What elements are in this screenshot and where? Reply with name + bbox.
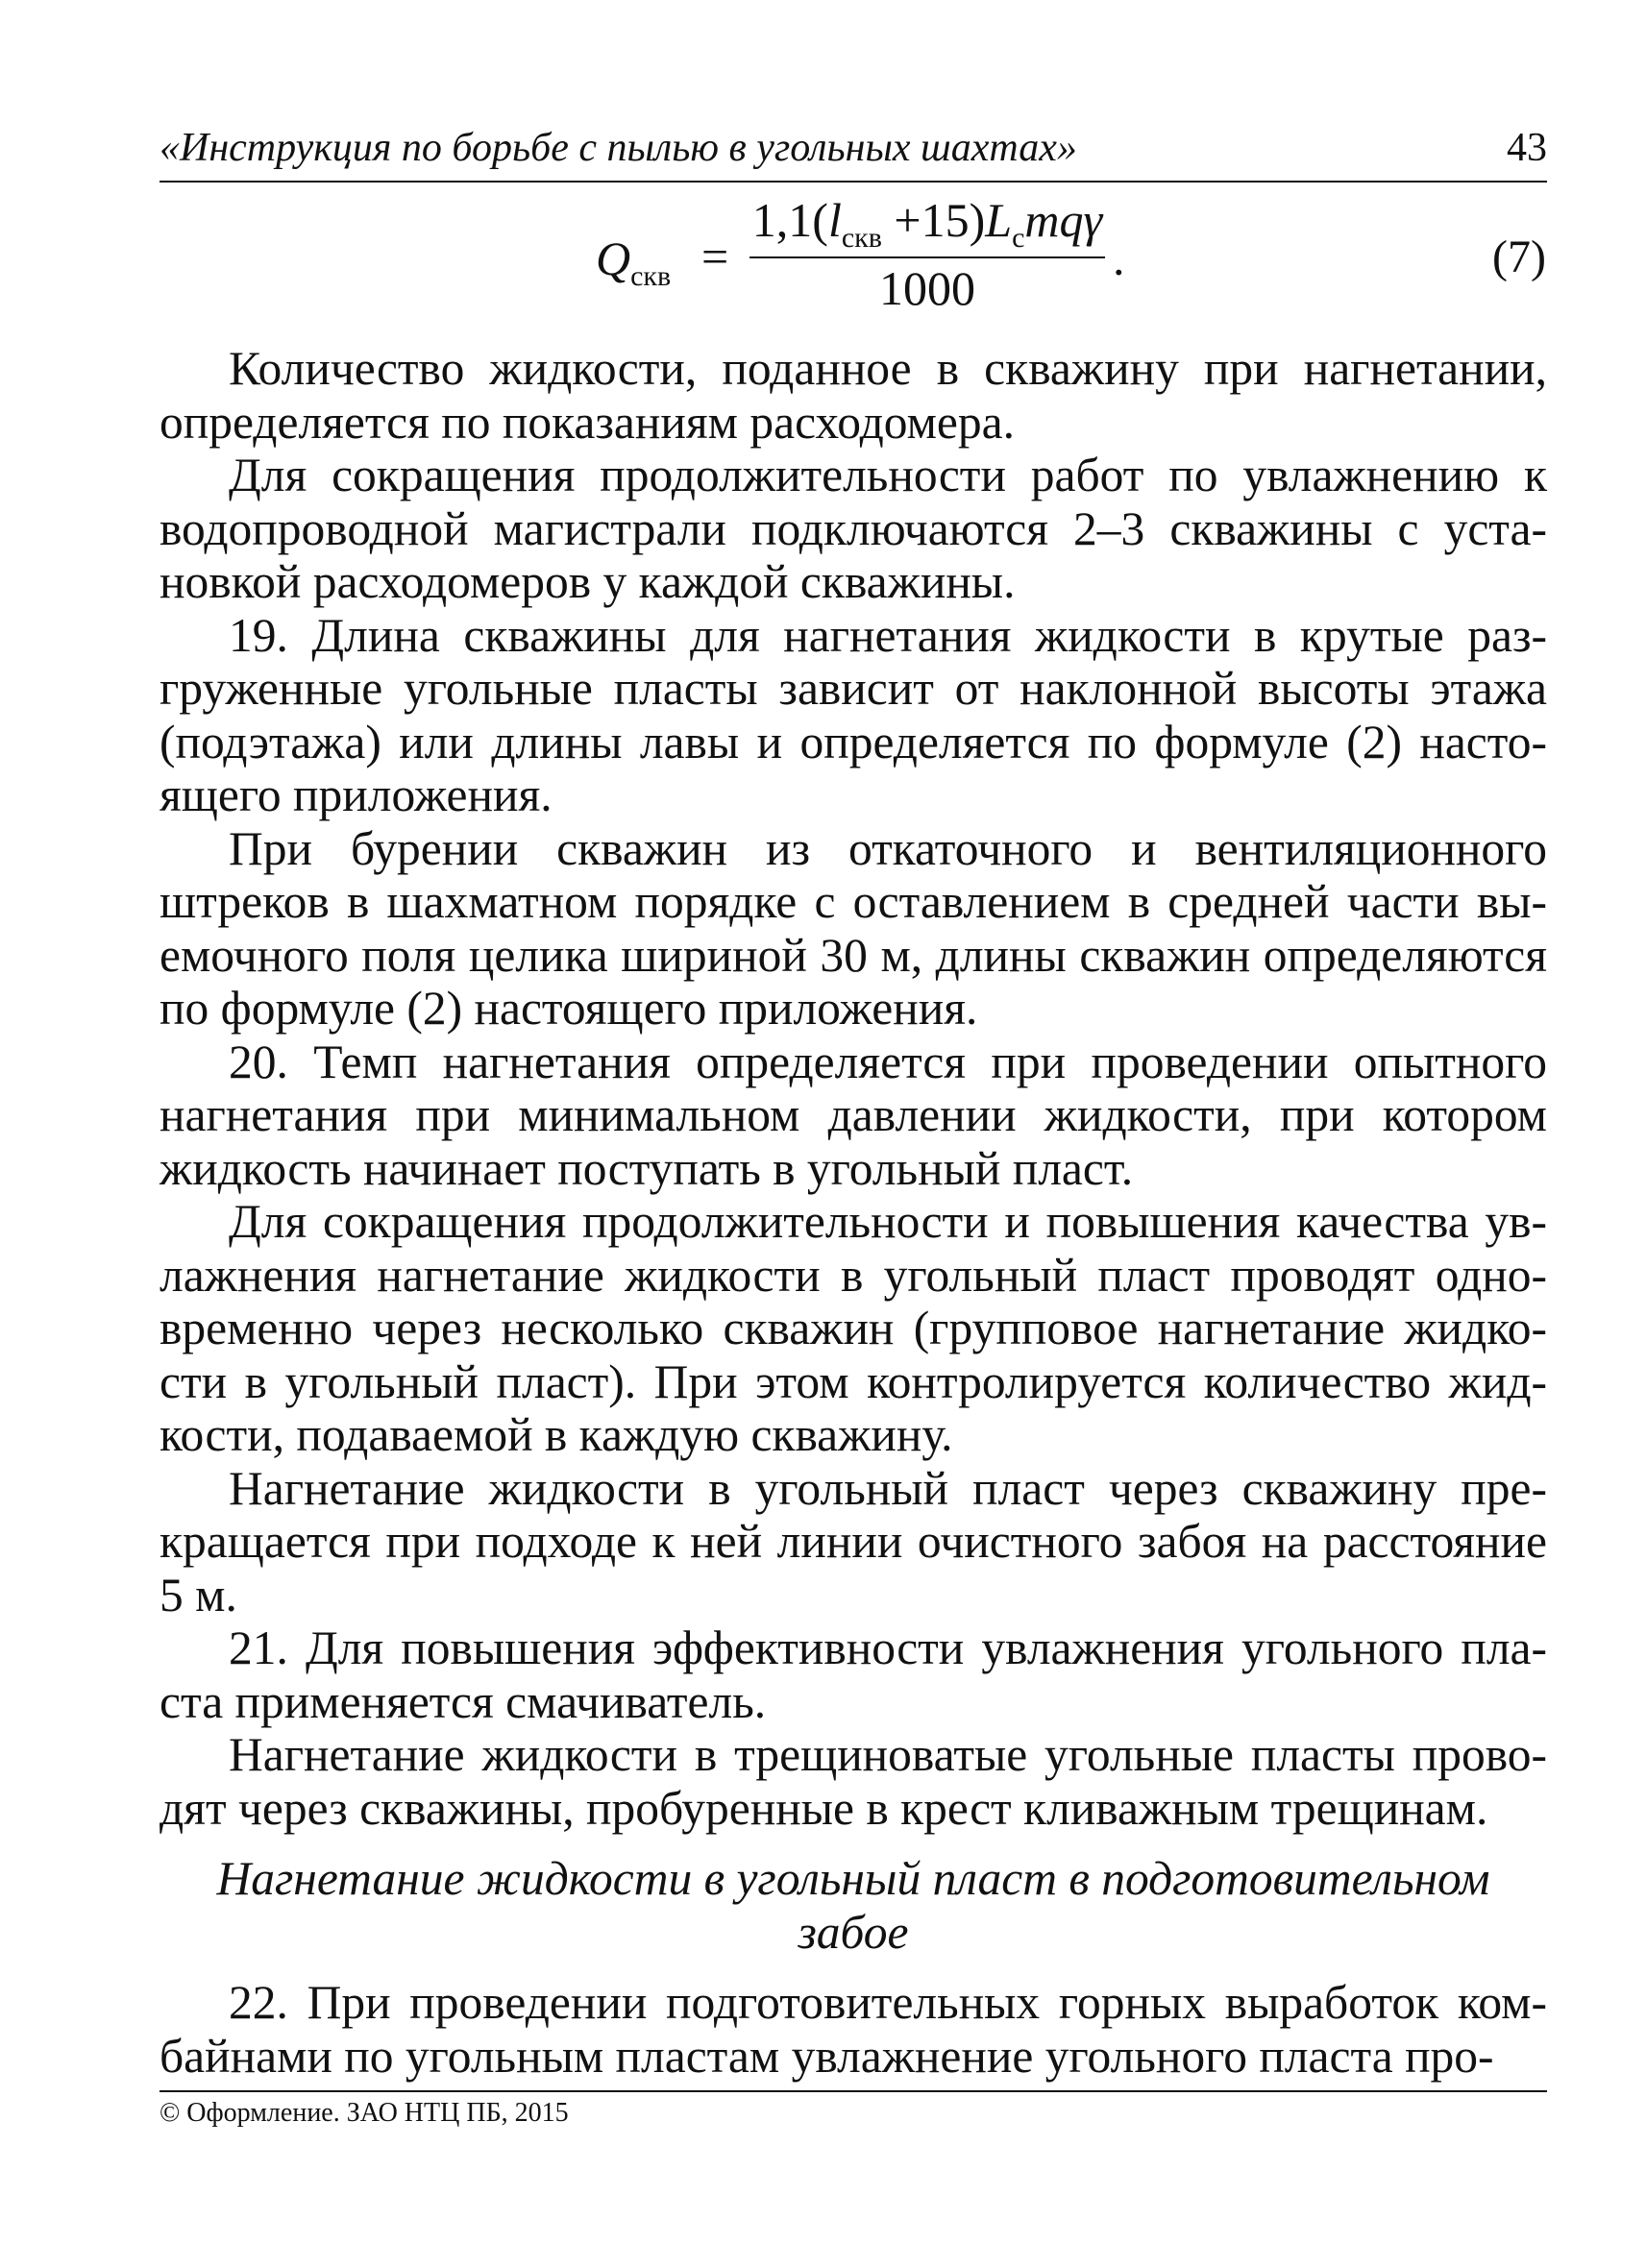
formula-7	[596, 192, 1134, 317]
page-number: 43	[1507, 126, 1547, 170]
paragraph: 19. Длина скважины для нагнетания жидкости в крутые разгруженные угольные пласты зависит от наклонной высоты этажа (подэтажа) или длины лавы и определяется по формуле (2) настоящего приложения.	[160, 608, 1547, 821]
page-footer	[160, 2090, 1547, 2129]
page-header	[160, 123, 1547, 183]
formula-equals: =	[701, 230, 729, 283]
formula-label: (7)	[1492, 232, 1546, 282]
formula-denominator: 1000	[879, 261, 975, 315]
paragraph: Для сокращения продолжительности и повышения качества увлажнения нагнетание жидкости в угольный пласт проводят одновременно через несколько скважин (групповое нагнетание жидкости в угольный пласт). При этом контролируется количество жидкости, подаваемой в каждую скважину.	[160, 1195, 1547, 1461]
paragraph: Для сокращения продолжительности работ по увлажнению к водопроводной магистрали подключаются 2–3 скважины с установкой расходомеров у каждой скважины.	[160, 449, 1547, 608]
paragraph: 20. Темп нагнетания определяется при проведении опытного нагнетания при минимальном давлении жидкости, при котором жидкость начинает поступать в угольный пласт.	[160, 1035, 1547, 1195]
body-text	[160, 342, 1547, 2083]
paragraph: Нагнетание жидкости в трещиноватые угольные пласты проводят через скважины, пробуренные в крест кливажным трещинам.	[160, 1728, 1547, 1835]
formula-fraction	[749, 192, 1105, 316]
paragraph: Количество жидкости, поданное в скважину при нагнетании, определяется по показаниям расходомера.	[160, 342, 1547, 449]
formula-period: .	[1113, 232, 1125, 285]
paragraph: Нагнетание жидкости в угольный пласт через скважину прекращается при подходе к ней линии очистного забоя на расстояние 5 м.	[160, 1461, 1547, 1622]
running-title: «Инструкция по борьбе с пылью в угольных шахтах»	[160, 126, 1077, 170]
section-heading: Нагнетание жидкости в угольный пласт в подготовительном забое	[216, 1852, 1490, 1959]
paragraph: При бурении скважин из откаточного и вентиляционного штреков в шахматном порядке с оставлением в средней части выемочного поля целика шириной 30 м, длины скважин определяются по формуле (2) настоящего приложения.	[160, 821, 1547, 1035]
formula-lhs: $Q_{скв}$	[596, 232, 672, 292]
paragraph: 21. Для повышения эффективности увлажнения угольного пласта применяется смачиватель.	[160, 1622, 1547, 1728]
copyright-notice: © Оформление. ЗАО НТЦ ПБ, 2015	[160, 2098, 569, 2128]
formula-numerator: $1,1(l_{скв} +15)L_сmq\gamma$	[751, 193, 1103, 254]
paragraph: 22. При проведении подготовительных горных выработок комбайнами по угольным пластам увлажнение угольного пласта про-	[160, 1976, 1547, 2083]
